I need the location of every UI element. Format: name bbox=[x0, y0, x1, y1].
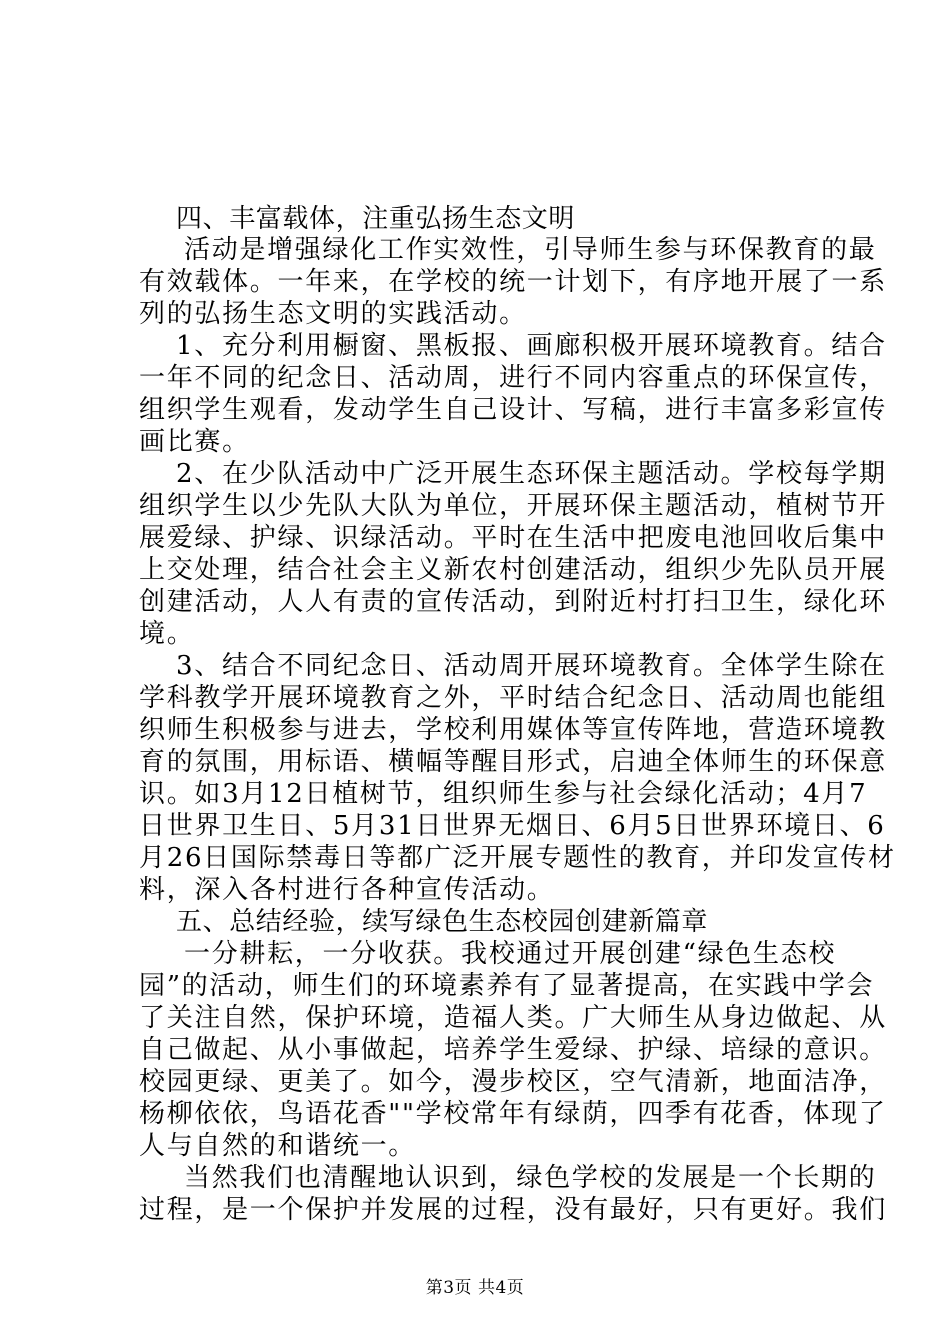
text-line: 校园更绿、更美了。如今，漫步校区，空气清新，地面洁净， bbox=[139, 1067, 887, 1097]
text-line: 日世界卫生日、5月31日世界无烟日、6月5日世界环境日、6 bbox=[139, 811, 886, 841]
text-line: 活动是增强绿化工作实效性，引导师生参与环保教育的最 bbox=[184, 235, 877, 265]
text-line: 自己做起、从小事做起，培养学生爱绿、护绿、培绿的意识。 bbox=[139, 1035, 887, 1065]
section-heading-5: 五、总结经验，续写绿色生态校园创建新篇章 bbox=[176, 907, 709, 937]
text-line: 织师生积极参与进去，学校利用媒体等宣传阵地，营造环境教 bbox=[139, 715, 887, 745]
page-number-footer: 第3页 共4页 bbox=[425, 1278, 525, 1298]
text-line: 创建活动，人人有责的宣传活动，到附近村打扫卫生，绿化环 bbox=[139, 587, 887, 617]
text-line: 组织学生观看，发动学生自己设计、写稿，进行丰富多彩宣传 bbox=[139, 395, 887, 425]
text-line: 上交处理，结合社会主义新农村创建活动，组织少先队员开展 bbox=[139, 555, 887, 585]
text-line: 组织学生以少先队大队为单位，开展环保主题活动，植树节开 bbox=[139, 491, 887, 521]
text-line: 月26日国际禁毒日等都广泛开展专题性的教育，并印发宣传材 bbox=[139, 843, 896, 873]
text-line: 1、充分利用橱窗、黑板报、画廊积极开展环境教育。结合 bbox=[176, 331, 887, 361]
text-line: 杨柳依依，鸟语花香""学校常年有绿荫，四季有花香，体现了 bbox=[139, 1099, 887, 1129]
text-line: 展爱绿、护绿、识绿活动。平时在生活中把废电池回收后集中 bbox=[139, 523, 887, 553]
text-line: 一年不同的纪念日、活动周，进行不同内容重点的环保宣传， bbox=[139, 363, 887, 393]
text-line: 当然我们也清醒地认识到，绿色学校的发展是一个长期的 bbox=[184, 1163, 877, 1193]
text-line: 过程，是一个保护并发展的过程，没有最好，只有更好。我们 bbox=[139, 1195, 887, 1225]
text-line: 人与自然的和谐统一。 bbox=[139, 1131, 417, 1161]
text-line: 画比赛。 bbox=[139, 427, 250, 457]
text-line: 了关注自然，保护环境，造福人类。广大师生从身边做起、从 bbox=[139, 1003, 887, 1033]
text-line: 境。 bbox=[139, 619, 195, 649]
text-line: 园”的活动，师生们的环境素养有了显著提高，在实践中学会 bbox=[139, 971, 875, 1001]
text-line: 育的氛围，用标语、横幅等醒目形式，启迪全体师生的环保意 bbox=[139, 747, 887, 777]
text-line: 列的弘扬生态文明的实践活动。 bbox=[139, 299, 527, 329]
section-heading-4: 四、丰富载体，注重弘扬生态文明 bbox=[176, 204, 576, 234]
text-line: 识。如3月12日植树节，组织师生参与社会绿化活动；4月7 bbox=[139, 779, 868, 809]
text-line: 一分耕耘，一分收获。我校通过开展创建“绿色生态校 bbox=[184, 939, 837, 969]
text-line: 3、结合不同纪念日、活动周开展环境教育。全体学生除在 bbox=[176, 651, 887, 681]
text-line: 有效载体。一年来，在学校的统一计划下，有序地开展了一系 bbox=[139, 267, 887, 297]
text-line: 料，深入各村进行各种宣传活动。 bbox=[139, 875, 555, 905]
text-line: 2、在少队活动中广泛开展生态环保主题活动。学校每学期 bbox=[176, 459, 887, 489]
text-line: 学科教学开展环境教育之外，平时结合纪念日、活动周也能组 bbox=[139, 683, 887, 713]
